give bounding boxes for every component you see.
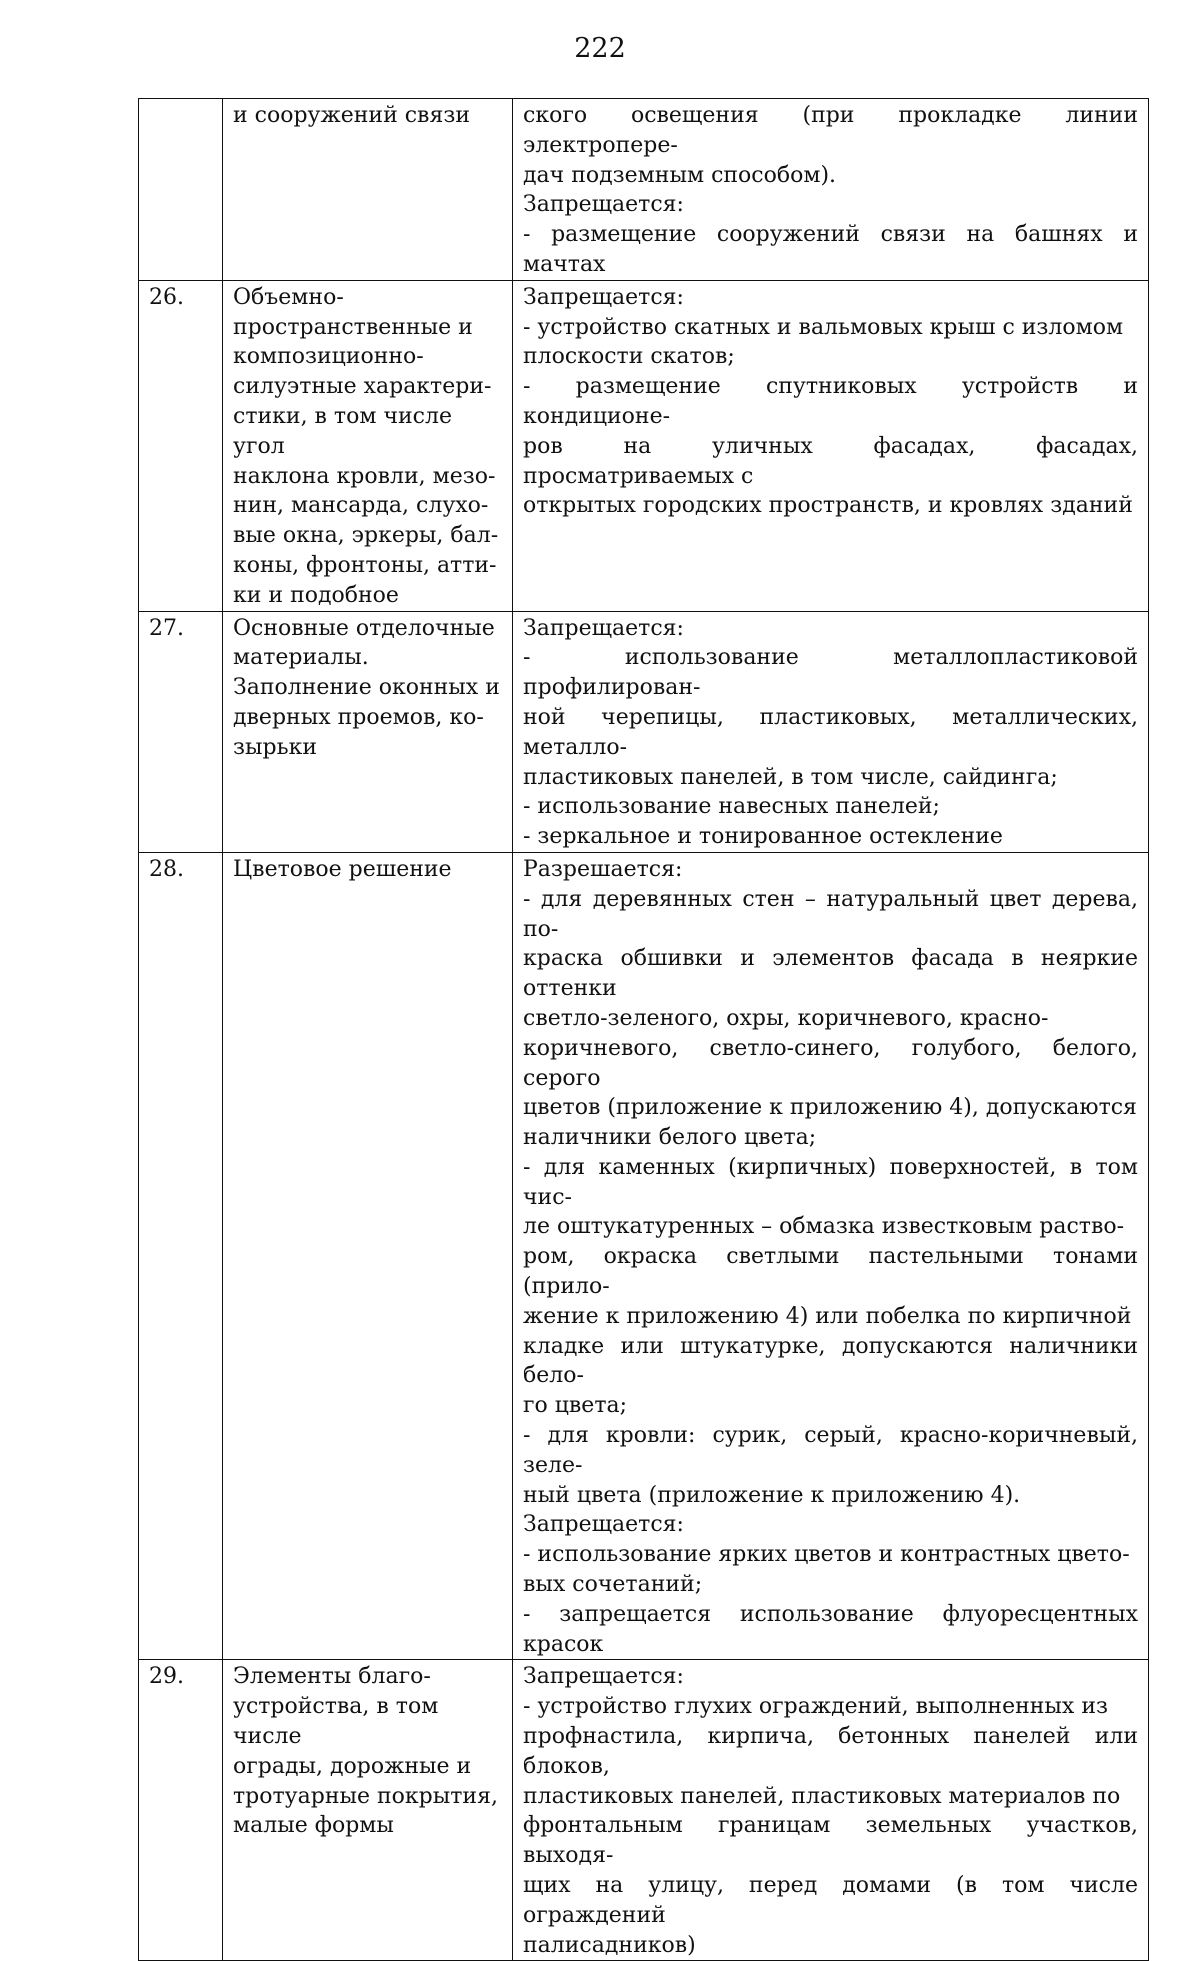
- table-row: [139, 1660, 1149, 1961]
- parameter-name-cell: [223, 280, 513, 611]
- requirement-line: Запрещается:: [523, 1512, 684, 1538]
- parameter-name-line: дверных проемов, ко-: [233, 704, 484, 730]
- parameter-name-line: Заполнение оконных и: [233, 675, 500, 701]
- parameter-name-line: материалы.: [233, 645, 369, 671]
- requirement-line: краска обшивки и элементов фасада в неяркие оттенки: [523, 946, 1138, 1002]
- requirement-line: Запрещается:: [523, 615, 684, 641]
- parameter-name-line: Цветовое решение: [233, 856, 452, 882]
- requirement-line: жение к приложению 4) или побелка по кирпичной: [523, 1303, 1132, 1329]
- parameter-name-line: пространственные и: [233, 314, 473, 340]
- row-number-cell: 28.: [139, 852, 223, 1660]
- requirement-line: - использование металлопластиковой профилирован-: [523, 645, 1138, 701]
- requirement-line: - размещение спутниковых устройств и кондиционе-: [523, 374, 1138, 429]
- requirement-line: плоскости скатов;: [523, 344, 735, 370]
- table-row: [139, 280, 1149, 611]
- parameter-name-line: нин, мансарда, слухо-: [233, 493, 489, 519]
- requirement-line: светло-зеленого, охры, коричневого, красно-: [523, 1005, 1049, 1031]
- requirement-cell: [513, 1660, 1149, 1961]
- requirement-line: пластиковых панелей, в том числе, сайдинга;: [523, 764, 1058, 790]
- parameter-name-line: наклона кровли, мезо-: [233, 463, 496, 489]
- row-number-cell: 27.: [139, 611, 223, 852]
- table-body: [139, 99, 1149, 1961]
- parameter-name-line: ограды, дорожные и: [233, 1753, 472, 1779]
- parameter-name-line: коны, фронтоны, атти-: [233, 552, 497, 578]
- requirement-line: - устройство глухих ограждений, выполненных из: [523, 1694, 1108, 1720]
- requirement-line: дач подземным способом).: [523, 162, 837, 188]
- requirement-line: ле оштукатуренных – обмазка известковым раство-: [523, 1214, 1125, 1240]
- requirement-line: фронтальным границам земельных участков, выходя-: [523, 1813, 1138, 1869]
- parameter-name-line: силуэтные характери-: [233, 374, 492, 400]
- parameter-name-line: Объемно-: [233, 284, 344, 310]
- requirement-line: цветов (приложение к приложению 4), допускаются: [523, 1095, 1137, 1121]
- requirement-line: Запрещается:: [523, 192, 684, 218]
- table-row: [139, 99, 1149, 281]
- parameter-name-line: устройства, в том числе: [233, 1694, 439, 1750]
- requirement-line: - для кровли: сурик, серый, красно-коричневый, зеле-: [523, 1423, 1138, 1478]
- requirement-line: - запрещается использование флуоресцентных красок: [523, 1601, 1138, 1657]
- requirement-cell: [513, 611, 1149, 852]
- requirement-line: открытых городских пространств, и кровлях зданий: [523, 493, 1133, 519]
- requirement-line: профнастила, кирпича, бетонных панелей или блоков,: [523, 1724, 1138, 1779]
- parameter-name-line: ки и подобное: [233, 582, 399, 608]
- row-number-cell: 29.: [139, 1660, 223, 1961]
- table-row: [139, 852, 1149, 1660]
- parameter-name-line: вые окна, эркеры, бал-: [233, 523, 499, 549]
- parameter-name-line: и сооружений связи: [233, 103, 470, 128]
- requirement-line: - размещение сооружений связи на башнях и мачтах: [523, 222, 1138, 277]
- requirement-line: - для каменных (кирпичных) поверхностей, в том чис-: [523, 1154, 1138, 1210]
- parameter-name-line: тротуарные покрытия,: [233, 1783, 498, 1809]
- page-number: 222: [574, 33, 626, 64]
- requirement-line: коричневого, светло-синего, голубого, белого, серого: [523, 1035, 1138, 1091]
- requirement-line: ров на уличных фасадах, фасадах, просматриваемых с: [523, 433, 1138, 489]
- requirement-line: - использование ярких цветов и контрастных цвето-: [523, 1542, 1130, 1568]
- requirement-line: ной черепицы, пластиковых, металлических, металло-: [523, 704, 1138, 760]
- parameter-name-cell: [223, 611, 513, 852]
- requirement-line: ный цвета (приложение к приложению 4).: [523, 1482, 1021, 1508]
- regulations-table: [138, 98, 1149, 1961]
- requirement-line: - устройство скатных и вальмовых крыш с изломом: [523, 314, 1124, 340]
- row-number-cell: 26.: [139, 280, 223, 611]
- requirement-cell: [513, 852, 1149, 1660]
- requirement-line: Запрещается:: [523, 284, 684, 310]
- requirement-line: щих на улицу, перед домами (в том числе ограждений: [523, 1873, 1138, 1928]
- parameter-name-line: Элементы благо-: [233, 1664, 431, 1690]
- requirement-line: - для деревянных стен – натуральный цвет дерева, по-: [523, 886, 1138, 942]
- row-number-cell: [139, 99, 223, 281]
- requirement-line: - зеркальное и тонированное остекление: [523, 824, 1003, 850]
- parameter-name-cell: [223, 1660, 513, 1961]
- requirement-line: го цвета;: [523, 1393, 628, 1419]
- parameter-name-cell: [223, 99, 513, 281]
- requirement-line: наличники белого цвета;: [523, 1125, 817, 1151]
- parameter-name-line: стики, в том числе угол: [233, 403, 452, 459]
- parameter-name-cell: [223, 852, 513, 1660]
- parameter-name-line: малые формы: [233, 1813, 394, 1839]
- requirement-cell: [513, 99, 1149, 281]
- requirement-line: ского освещения (при прокладке линии электропере-: [523, 103, 1138, 158]
- requirement-line: пластиковых панелей, пластиковых материалов по: [523, 1783, 1121, 1809]
- requirement-line: палисадников): [523, 1932, 696, 1958]
- requirement-cell: [513, 280, 1149, 611]
- table-row: [139, 611, 1149, 852]
- parameter-name-line: Основные отделочные: [233, 615, 495, 641]
- requirement-line: ром, окраска светлыми пастельными тонами (прило-: [523, 1244, 1138, 1300]
- parameter-name-line: зырьки: [233, 734, 317, 760]
- requirement-line: - использование навесных панелей;: [523, 794, 940, 820]
- requirement-line: вых сочетаний;: [523, 1572, 703, 1598]
- requirement-line: кладке или штукатурке, допускаются наличники бело-: [523, 1333, 1138, 1389]
- parameter-name-line: композиционно-: [233, 344, 424, 370]
- requirement-line: Запрещается:: [523, 1664, 684, 1690]
- requirement-line: Разрешается:: [523, 856, 683, 882]
